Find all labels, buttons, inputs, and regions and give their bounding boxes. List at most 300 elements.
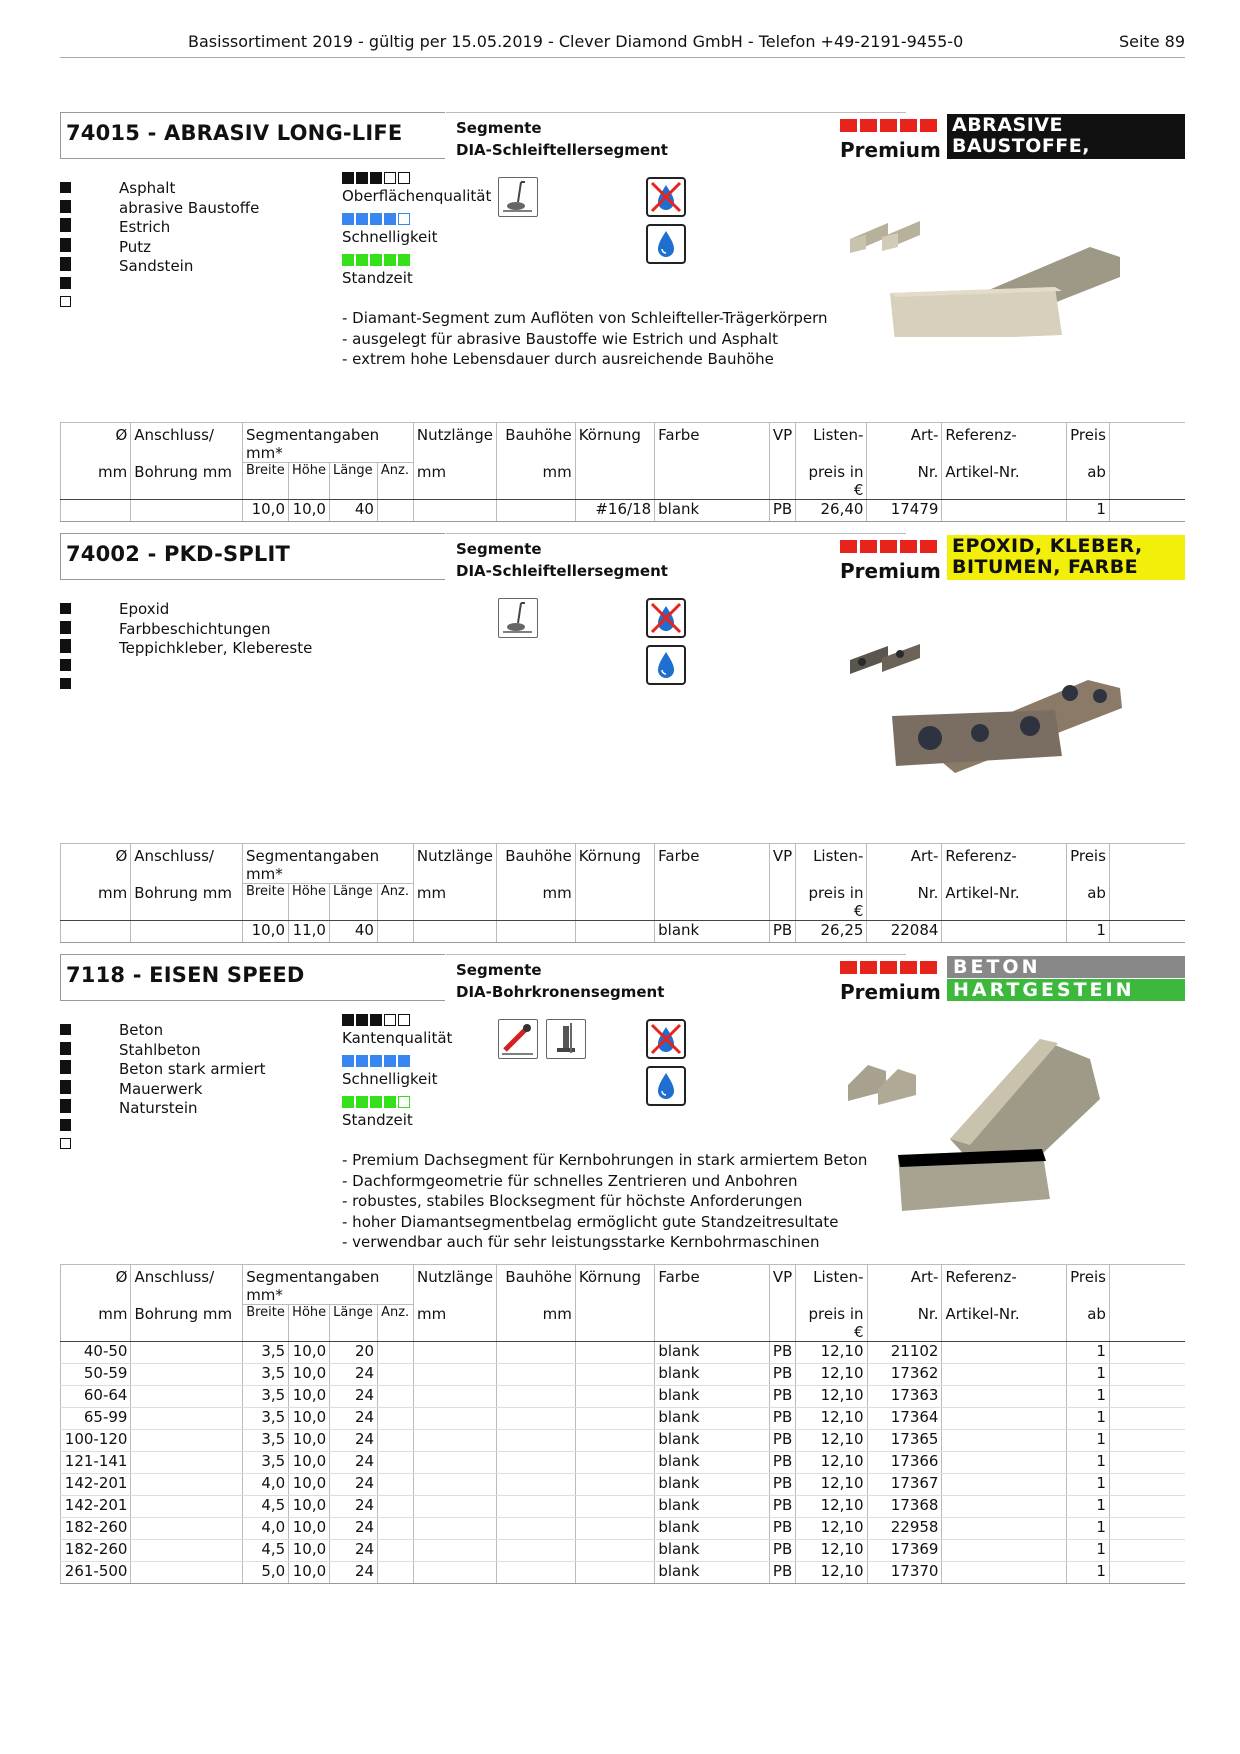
table-cell-hoehe: 10,0 xyxy=(289,1517,330,1539)
premium-label: Premium xyxy=(840,138,941,162)
table-cell-vp: PB xyxy=(769,1341,795,1363)
table-header-cell: Artikel-Nr. xyxy=(942,463,1067,500)
table-cell xyxy=(1109,1495,1185,1517)
table-header-cell: mm xyxy=(61,1305,131,1342)
table-cell-breite: 4,5 xyxy=(243,1539,289,1561)
table-cell-hoehe: 10,0 xyxy=(289,1363,330,1385)
table-cell xyxy=(1109,920,1185,942)
table-header-cell: VP xyxy=(769,1265,795,1305)
table-header-cell: Anz. xyxy=(377,463,413,500)
table-cell-farbe: blank xyxy=(655,1341,770,1363)
no-water-icon xyxy=(646,177,686,217)
table-header-cell: Ø xyxy=(61,423,131,463)
description-line: - Premium Dachsegment für Kernbohrungen in stark armiertem Beton xyxy=(342,1151,868,1169)
table-header-cell: Höhe xyxy=(289,884,330,921)
table-header-cell: mm xyxy=(496,884,575,921)
table-cell-ab: 1 xyxy=(1067,1385,1110,1407)
property-rating xyxy=(342,254,491,295)
property-rating xyxy=(342,172,491,213)
table-cell-breite: 3,5 xyxy=(243,1451,289,1473)
premium-label: Premium xyxy=(840,559,941,583)
table-header-row xyxy=(61,844,1186,884)
table-cell-d: 142-201 xyxy=(61,1495,131,1517)
table-cell-vp: PB xyxy=(769,1429,795,1451)
table-cell-ref xyxy=(942,1451,1067,1473)
property-bars xyxy=(342,1014,452,1029)
table-cell-bauhoehe xyxy=(497,1363,576,1385)
table-cell-art: 17363 xyxy=(867,1385,942,1407)
table-cell-breite: 3,5 xyxy=(243,1407,289,1429)
table-cell-anz xyxy=(378,1539,414,1561)
category-badge xyxy=(947,535,1185,580)
table-cell-koernung xyxy=(575,1429,654,1451)
header-text: Basissortiment 2019 - gültig per 15.05.2019 - Clever Diamond GmbH - Telefon +49-2191-9455-0 xyxy=(188,32,964,51)
table-cell-preis: 12,10 xyxy=(796,1473,867,1495)
product-image xyxy=(830,1029,1170,1229)
table-header-cell: Nutzlänge xyxy=(413,844,496,884)
table-cell-ab: 1 xyxy=(1067,1451,1110,1473)
table-cell-farbe: blank xyxy=(655,1539,770,1561)
table-cell-bohrung xyxy=(131,1363,243,1385)
table-header-cell: Artikel-Nr. xyxy=(942,1305,1067,1342)
table-cell xyxy=(1109,1363,1185,1385)
application-label: Sandstein xyxy=(119,257,194,275)
table-cell-ref xyxy=(942,1363,1067,1385)
table-cell-art: 17365 xyxy=(867,1429,942,1451)
table-cell-ref xyxy=(942,1539,1067,1561)
table-cell-bohrung xyxy=(131,1495,243,1517)
application-label: Beton stark armiert xyxy=(119,1060,266,1078)
table-cell-ab: 1 xyxy=(1067,1363,1110,1385)
table-header-cell: Breite xyxy=(243,884,289,921)
table-cell-bauhoehe xyxy=(496,499,575,521)
table-cell-breite: 3,5 xyxy=(243,1385,289,1407)
property-rating xyxy=(342,1014,452,1055)
table-header-cell: mm xyxy=(61,884,131,921)
table-cell-bohrung xyxy=(131,920,243,942)
table-cell-nutz xyxy=(414,1517,497,1539)
table-header-cell: Art- xyxy=(867,423,942,463)
table-header-cell: Bohrung mm xyxy=(131,463,243,500)
table-cell-bohrung xyxy=(131,1539,243,1561)
product-table xyxy=(60,422,1185,522)
rating-bar xyxy=(384,1014,396,1026)
table-cell-farbe: blank xyxy=(655,1429,770,1451)
table-cell-ab: 1 xyxy=(1067,920,1110,942)
table-cell-nutz xyxy=(414,1451,497,1473)
rating-box xyxy=(60,678,71,689)
rating-bar xyxy=(356,172,368,184)
table-row xyxy=(61,1385,1186,1407)
table-cell-bauhoehe xyxy=(497,1407,576,1429)
rating-bar xyxy=(398,1014,410,1026)
table-header-cell: Bohrung mm xyxy=(131,1305,243,1342)
table-cell-art: 21102 xyxy=(867,1341,942,1363)
description-line: - extrem hohe Lebensdauer durch ausreichende Bauhöhe xyxy=(342,350,774,368)
product-title: 7118 - EISEN SPEED xyxy=(60,954,445,1001)
table-cell-breite: 5,0 xyxy=(243,1561,289,1583)
product-image xyxy=(830,187,1170,337)
table-header-cell: Artikel-Nr. xyxy=(942,884,1067,921)
rating-bar xyxy=(356,213,368,225)
table-header-row xyxy=(61,423,1186,463)
property-label: Kantenqualität xyxy=(342,1029,453,1047)
table-cell-breite: 3,5 xyxy=(243,1363,289,1385)
table-header-cell: Anschluss/ xyxy=(131,423,243,463)
application-label: Naturstein xyxy=(119,1099,198,1117)
table-cell-koernung xyxy=(575,1341,654,1363)
rating-bar xyxy=(384,172,396,184)
product-title: 74015 - ABRASIV LONG-LIFE xyxy=(60,112,445,159)
table-cell-art: 17368 xyxy=(867,1495,942,1517)
product-type xyxy=(446,112,906,159)
table-cell-breite: 3,5 xyxy=(243,1429,289,1451)
table-row xyxy=(61,1517,1186,1539)
table-cell-art: 17362 xyxy=(867,1363,942,1385)
table-header-cell: mm xyxy=(413,463,496,500)
type-name: DIA-Schleiftellersegment xyxy=(456,562,668,580)
table-header-cell: Listen- xyxy=(796,423,867,463)
table-cell-art: 22958 xyxy=(867,1517,942,1539)
table-cell-anz xyxy=(378,1561,414,1583)
table-header-cell: Höhe xyxy=(289,463,330,500)
table-cell-farbe: blank xyxy=(655,1495,770,1517)
property-bars xyxy=(342,213,491,228)
table-cell-farbe: blank xyxy=(655,1561,770,1583)
table-header-cell: Listen- xyxy=(796,1265,867,1305)
product-title: 74002 - PKD-SPLIT xyxy=(60,533,445,580)
table-header-cell: Preis xyxy=(1067,844,1110,884)
table-cell-ab: 1 xyxy=(1067,499,1110,521)
water-drop-icon xyxy=(646,224,686,264)
table-header-cell: Körnung xyxy=(575,844,654,884)
rating-bar xyxy=(342,213,354,225)
table-cell-hoehe: 10,0 xyxy=(289,1539,330,1561)
table-cell-koernung xyxy=(575,1495,654,1517)
application-label: Estrich xyxy=(119,218,171,236)
table-header-cell: mm xyxy=(61,463,131,500)
table-cell-art: 17479 xyxy=(867,499,942,521)
table-cell-nutz xyxy=(414,1385,497,1407)
table-cell-nutz xyxy=(414,1561,497,1583)
application-label: abrasive Baustoffe xyxy=(119,198,260,217)
property-rating xyxy=(342,1096,452,1137)
table-cell-ab: 1 xyxy=(1067,1341,1110,1363)
table-header-cell xyxy=(575,1305,654,1342)
table-cell xyxy=(1109,1429,1185,1451)
table-header-cell: Breite xyxy=(243,463,289,500)
table-header-cell: Bohrung mm xyxy=(131,884,243,921)
rating-bar xyxy=(342,1096,354,1108)
property-bars xyxy=(342,1096,452,1111)
table-cell-art: 17370 xyxy=(867,1561,942,1583)
table-cell-nutz xyxy=(414,1341,497,1363)
table-cell-bohrung xyxy=(131,1517,243,1539)
table-header-cell xyxy=(1109,884,1185,921)
rating-box xyxy=(60,1120,71,1131)
table-cell-bauhoehe xyxy=(497,1473,576,1495)
table-cell-d: 182-260 xyxy=(61,1539,131,1561)
category-badge-beton: BETON xyxy=(947,956,1185,978)
table-row xyxy=(61,1539,1186,1561)
rating-bar xyxy=(356,1096,368,1108)
table-cell-bauhoehe xyxy=(497,1429,576,1451)
table-cell-farbe: blank xyxy=(655,1385,770,1407)
water-drop-icon xyxy=(646,1066,686,1106)
table-header-cell: Anz. xyxy=(377,884,413,921)
table-cell-art: 17367 xyxy=(867,1473,942,1495)
rating-bar xyxy=(384,213,396,225)
table-cell-d: 65-99 xyxy=(61,1407,131,1429)
table-cell-bohrung xyxy=(131,1341,243,1363)
rating-bar xyxy=(370,172,382,184)
table-header-cell: Nr. xyxy=(867,1305,942,1342)
product-description xyxy=(342,308,828,370)
table-cell xyxy=(1109,1561,1185,1583)
rating-bar xyxy=(370,213,382,225)
table-header-row xyxy=(61,1265,1186,1305)
table-cell-ab: 1 xyxy=(1067,1429,1110,1451)
rating-box xyxy=(60,623,71,634)
product-section-74015 xyxy=(60,112,1185,518)
premium-label: Premium xyxy=(840,980,941,1004)
table-cell-koernung xyxy=(575,920,654,942)
rating-box xyxy=(60,1083,71,1094)
table-cell-preis: 12,10 xyxy=(796,1495,867,1517)
rating-box xyxy=(60,642,71,653)
product-type xyxy=(446,954,906,1001)
table-cell-vp: PB xyxy=(769,1517,795,1539)
table-cell-bauhoehe xyxy=(496,920,575,942)
table-header-row xyxy=(61,884,1186,921)
table-row xyxy=(61,920,1186,942)
product-section-74002 xyxy=(60,533,1185,939)
table-cell-ab: 1 xyxy=(1067,1517,1110,1539)
table-header-cell: Art- xyxy=(867,844,942,884)
table-cell-ref xyxy=(942,1407,1067,1429)
property-bars xyxy=(342,254,491,269)
rating-box xyxy=(60,182,71,193)
table-cell xyxy=(1109,499,1185,521)
segment-header: Segmentangaben mm* xyxy=(243,423,414,463)
table-header-cell xyxy=(1109,844,1185,884)
type-name: DIA-Bohrkronensegment xyxy=(456,983,665,1001)
table-cell-vp: PB xyxy=(769,920,795,942)
rating-bar xyxy=(342,172,354,184)
table-cell xyxy=(1109,1407,1185,1429)
table-cell-ab: 1 xyxy=(1067,1473,1110,1495)
table-cell xyxy=(1109,1341,1185,1363)
table-cell-bauhoehe xyxy=(497,1451,576,1473)
table-cell-d xyxy=(61,920,131,942)
table-cell-ab: 1 xyxy=(1067,1495,1110,1517)
floor-grinder-icon xyxy=(498,598,538,638)
property-bars xyxy=(342,172,491,187)
table-header-cell: preis in € xyxy=(796,463,867,500)
table-cell-nutz xyxy=(414,1363,497,1385)
property-label: Schnelligkeit xyxy=(342,228,438,246)
table-cell-laenge: 40 xyxy=(329,920,377,942)
table-cell-art: 17366 xyxy=(867,1451,942,1473)
table-cell-farbe: blank xyxy=(655,920,770,942)
table-header-cell xyxy=(769,884,795,921)
table-header-cell xyxy=(769,463,795,500)
application-label: Mauerwerk xyxy=(119,1079,203,1098)
type-label: Segmente xyxy=(456,540,542,558)
table-cell-laenge: 24 xyxy=(330,1385,378,1407)
page-header xyxy=(60,30,1185,58)
description-line: - verwendbar auch für sehr leistungsstarke Kernbohrmaschinen xyxy=(342,1233,820,1251)
table-cell-anz xyxy=(378,1407,414,1429)
property-label: Standzeit xyxy=(342,269,413,287)
table-header-cell: Nr. xyxy=(867,463,942,500)
table-cell-d: 60-64 xyxy=(61,1385,131,1407)
table-header-row xyxy=(61,463,1186,500)
premium-badge xyxy=(840,118,940,162)
property-ratings xyxy=(342,172,491,295)
table-cell-preis: 12,10 xyxy=(796,1517,867,1539)
rating-box xyxy=(60,241,71,252)
table-header-cell: Farbe xyxy=(655,423,770,463)
table-cell-ref xyxy=(942,1561,1067,1583)
rating-bar xyxy=(384,1096,396,1108)
table-header-cell xyxy=(1109,1305,1185,1342)
table-cell-d: 121-141 xyxy=(61,1451,131,1473)
rating-bar xyxy=(398,1096,410,1108)
rating-box xyxy=(60,1044,71,1055)
core-drill-icon xyxy=(546,1019,586,1059)
product-table xyxy=(60,843,1185,943)
table-header-cell xyxy=(655,463,770,500)
table-cell-anz xyxy=(378,1495,414,1517)
table-header-cell: preis in € xyxy=(796,884,867,921)
table-cell-nutz xyxy=(413,499,496,521)
table-row xyxy=(61,1561,1186,1583)
segment-header: Segmentangaben mm* xyxy=(243,1265,414,1305)
table-cell-anz xyxy=(378,1451,414,1473)
table-cell-bauhoehe xyxy=(497,1385,576,1407)
table-header-cell: Länge xyxy=(330,1305,378,1342)
table-cell-ref xyxy=(942,920,1067,942)
table-cell-vp: PB xyxy=(769,1385,795,1407)
product-section-7118 xyxy=(60,954,1185,1584)
table-row xyxy=(61,1429,1186,1451)
table-cell-preis: 12,10 xyxy=(796,1561,867,1583)
property-rating xyxy=(342,1055,452,1096)
no-water-icon xyxy=(646,598,686,638)
table-cell-ab: 1 xyxy=(1067,1407,1110,1429)
table-header-cell: Körnung xyxy=(575,1265,654,1305)
table-cell-preis: 12,10 xyxy=(796,1363,867,1385)
table-cell-vp: PB xyxy=(769,1495,795,1517)
table-cell-bauhoehe xyxy=(497,1341,576,1363)
rating-bar xyxy=(398,254,410,266)
table-cell-bohrung xyxy=(131,1561,243,1583)
table-header-cell xyxy=(1109,463,1185,500)
table-cell xyxy=(1109,1451,1185,1473)
description-line: - Dachformgeometrie für schnelles Zentrieren und Anbohren xyxy=(342,1171,798,1190)
rating-bar xyxy=(342,1055,354,1067)
application-label: Epoxid xyxy=(119,600,170,618)
table-cell-d xyxy=(61,499,131,521)
floor-grinder-icon xyxy=(498,177,538,217)
table-cell-hoehe: 10,0 xyxy=(289,1473,330,1495)
table-cell-preis: 12,10 xyxy=(796,1539,867,1561)
property-rating xyxy=(342,213,491,254)
table-header-cell: mm xyxy=(414,1305,497,1342)
rating-box xyxy=(60,202,71,213)
property-label: Schnelligkeit xyxy=(342,1070,438,1088)
rating-bar xyxy=(342,254,354,266)
description-line: - hoher Diamantsegmentbelag ermöglicht gute Standzeitresultate xyxy=(342,1212,839,1231)
rating-boxes xyxy=(60,642,73,696)
table-cell-preis: 26,25 xyxy=(796,920,867,942)
rating-bar xyxy=(356,1055,368,1067)
table-cell-preis: 12,10 xyxy=(796,1341,867,1363)
rating-box xyxy=(60,260,71,271)
table-header-cell: Listen- xyxy=(796,844,867,884)
category-badge xyxy=(947,114,1185,178)
table-cell-hoehe: 10,0 xyxy=(289,1385,330,1407)
rating-bar xyxy=(370,1096,382,1108)
table-cell-nutz xyxy=(414,1473,497,1495)
table-cell-bohrung xyxy=(131,1385,243,1407)
table-cell-koernung xyxy=(575,1561,654,1583)
table-cell-breite: 4,0 xyxy=(243,1517,289,1539)
table-cell-nutz xyxy=(414,1539,497,1561)
table-row xyxy=(61,1363,1186,1385)
table-cell-d: 100-120 xyxy=(61,1429,131,1451)
category-line-2: ASPHALT xyxy=(952,156,1051,178)
table-cell-vp: PB xyxy=(769,1407,795,1429)
table-cell-koernung xyxy=(575,1385,654,1407)
table-cell-vp: PB xyxy=(769,1561,795,1583)
rating-bar xyxy=(398,1055,410,1067)
product-image xyxy=(830,608,1170,773)
table-header-cell: mm xyxy=(413,884,496,921)
product-description xyxy=(342,1150,867,1253)
application-label: Teppichkleber, Klebereste xyxy=(119,639,313,657)
table-cell-anz xyxy=(377,499,413,521)
table-cell-nutz xyxy=(414,1495,497,1517)
application-label: Asphalt xyxy=(119,179,176,197)
table-cell-laenge: 20 xyxy=(330,1341,378,1363)
table-cell-d: 40-50 xyxy=(61,1341,131,1363)
table-cell xyxy=(1109,1385,1185,1407)
table-cell-art: 17369 xyxy=(867,1539,942,1561)
table-cell-hoehe: 11,0 xyxy=(289,920,330,942)
table-cell-laenge: 40 xyxy=(329,499,377,521)
table-cell-anz xyxy=(378,1363,414,1385)
table-cell-breite: 4,0 xyxy=(243,1473,289,1495)
table-cell-anz xyxy=(377,920,413,942)
table-header-row xyxy=(61,1305,1186,1342)
table-cell-laenge: 24 xyxy=(330,1539,378,1561)
table-header-cell xyxy=(655,884,770,921)
table-cell-anz xyxy=(378,1341,414,1363)
table-cell-breite: 10,0 xyxy=(243,920,289,942)
table-cell-anz xyxy=(378,1429,414,1451)
application-label: Farbbeschichtungen xyxy=(119,619,271,638)
rating-boxes xyxy=(60,260,73,314)
table-cell-breite: 3,5 xyxy=(243,1341,289,1363)
table-cell-laenge: 24 xyxy=(330,1429,378,1451)
category-line-1: ABRASIVE BAUSTOFFE, xyxy=(952,114,1090,157)
table-header-cell: Länge xyxy=(329,463,377,500)
product-type xyxy=(446,533,906,580)
table-cell-laenge: 24 xyxy=(330,1517,378,1539)
table-cell-preis: 12,10 xyxy=(796,1407,867,1429)
